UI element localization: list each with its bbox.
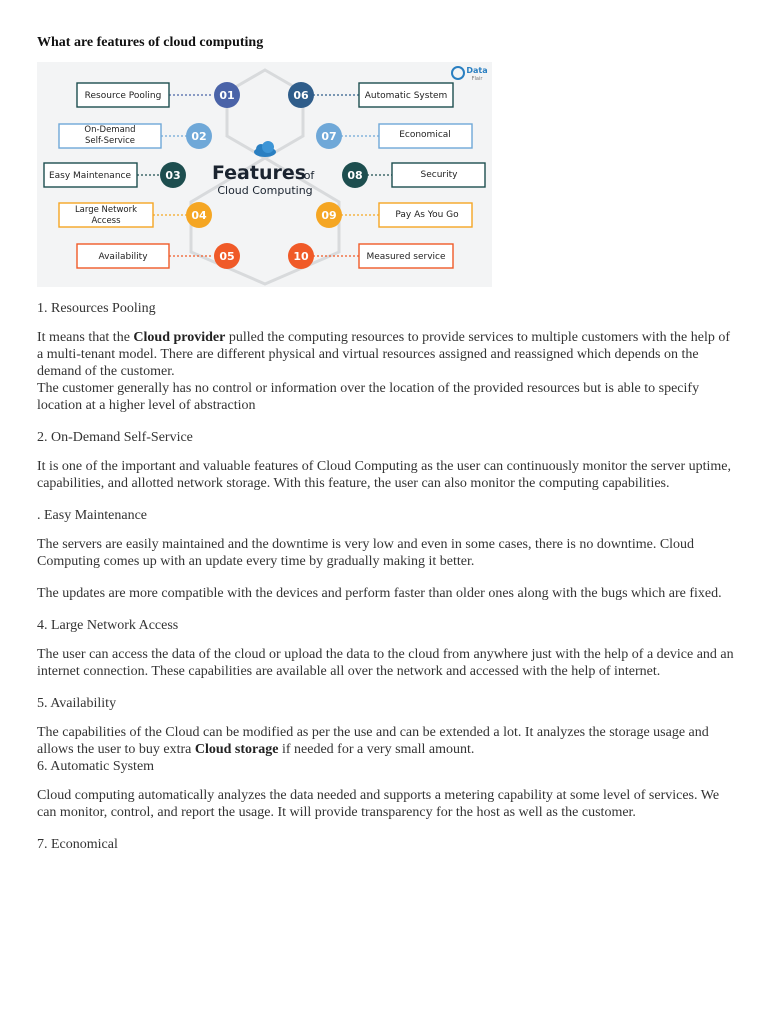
center-title: Features bbox=[211, 162, 307, 184]
infographic-svg bbox=[37, 62, 492, 287]
text-span: pulled the computing resources to provide services to multiple customers with the help of a multi-tenant model. There are different physical and virtual resources assigned and reassigned which depends on the demand of the customer. bbox=[37, 330, 731, 379]
number-04: 04 bbox=[191, 209, 207, 222]
text-span: The capabilities of the Cloud can be modified as per the use and can be extended a lot. It analyzes the storage usage and allows the user to buy extra bbox=[37, 725, 709, 757]
number-03: 03 bbox=[165, 169, 181, 182]
section-6-paragraph-1: Cloud computing automatically analyzes the data needed and supports a metering capability at some level of services. We can monitor, control, and report the usage. It will provide transparency for the host as well as the customer. bbox=[37, 788, 720, 820]
section-5-paragraph-1 bbox=[37, 724, 737, 758]
section-3-paragraph-2: The updates are more compatible with the devices and perform faster than older ones along with the bugs which are fixed. bbox=[37, 586, 722, 601]
label-04-line1: Large Network bbox=[74, 205, 138, 215]
label-01: Resource Pooling bbox=[84, 91, 162, 101]
number-01: 01 bbox=[219, 89, 235, 102]
section-heading-5: 5. Availability bbox=[37, 696, 117, 711]
logo-text: Data bbox=[466, 66, 488, 75]
section-heading-4: 4. Large Network Access bbox=[37, 618, 179, 633]
cloud-icon bbox=[254, 141, 276, 157]
section-2-paragraph-1: It is one of the important and valuable features of Cloud Computing as the user can continuously monitor the server uptime, capabilities, and allotted network storage. With this feature, the user can also monitor the computing capabilities. bbox=[37, 459, 732, 491]
label-08: Security bbox=[420, 170, 458, 180]
label-02-line2: Self-Service bbox=[85, 136, 135, 146]
number-10: 10 bbox=[293, 250, 309, 263]
number-08: 08 bbox=[347, 169, 363, 182]
bold-term-cloud-provider: Cloud provider bbox=[133, 330, 226, 345]
number-05: 05 bbox=[219, 250, 235, 263]
center-of: of bbox=[303, 169, 315, 182]
section-4-paragraph-1: The user can access the data of the cloud or upload the data to the cloud from anywhere just with the help of a device and an internet connection. These capabilities are available all over the network and accessed with the help of internet. bbox=[37, 647, 734, 679]
section-heading-1: 1. Resources Pooling bbox=[37, 301, 156, 316]
section-heading-6: 6. Automatic System bbox=[37, 759, 155, 774]
section-3-paragraph-1: The servers are easily maintained and the downtime is very low and even in some cases, there is no downtime. Cloud Computing comes up with an update every time by gradually making it better. bbox=[37, 537, 695, 569]
number-09: 09 bbox=[321, 209, 337, 222]
data-flair-logo bbox=[452, 66, 488, 82]
number-02: 02 bbox=[191, 130, 207, 143]
center-subtitle: Cloud Computing bbox=[217, 184, 313, 197]
label-06: Automatic System bbox=[364, 91, 448, 101]
text-span: It means that the bbox=[37, 330, 134, 345]
section-heading-7: 7. Economical bbox=[37, 837, 118, 852]
label-10: Measured service bbox=[366, 252, 446, 262]
label-05: Availability bbox=[98, 252, 148, 262]
section-1-paragraph-1 bbox=[37, 329, 737, 380]
article-body bbox=[37, 300, 737, 865]
section-heading-3: . Easy Maintenance bbox=[37, 508, 148, 523]
bold-term-cloud-storage: Cloud storage bbox=[194, 742, 279, 757]
text-span: if needed for a very small amount. bbox=[278, 742, 475, 757]
number-06: 06 bbox=[293, 89, 309, 102]
label-02-line1: On-Demand bbox=[84, 125, 136, 135]
label-07: Economical bbox=[399, 130, 451, 140]
section-heading-2: 2. On-Demand Self-Service bbox=[37, 430, 193, 445]
label-03: Easy Maintenance bbox=[48, 171, 132, 181]
document-page bbox=[37, 34, 737, 852]
features-infographic bbox=[37, 62, 492, 287]
number-07: 07 bbox=[321, 130, 337, 143]
section-1-paragraph-2: The customer generally has no control or information over the location of the provided resources but is able to specify location at a higher level of abstraction bbox=[37, 381, 700, 413]
label-04-line2: Access bbox=[91, 216, 121, 226]
document-title: What are features of cloud computing bbox=[37, 35, 264, 50]
label-09: Pay As You Go bbox=[395, 210, 459, 220]
logo-subtext: Flair bbox=[471, 76, 483, 82]
